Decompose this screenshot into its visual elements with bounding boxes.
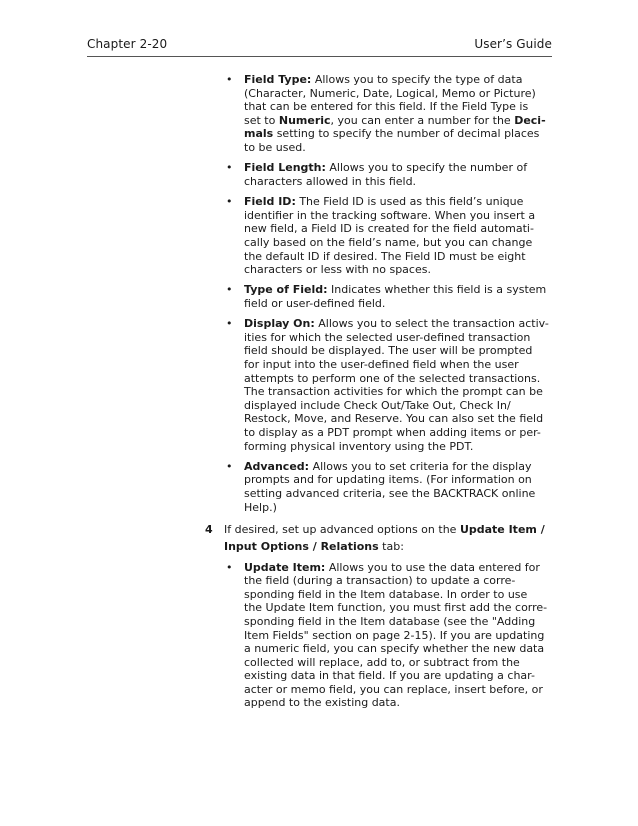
bold-term: Update Item: — [244, 560, 326, 574]
bullet-icon: • — [226, 560, 233, 574]
page-header — [87, 36, 552, 57]
text-run: identifier in the tracking software. When you insert a — [244, 208, 536, 222]
text-run: ities for which the selected user-defined transaction — [244, 330, 531, 344]
list-item — [205, 195, 555, 277]
bullet-icon: • — [226, 459, 233, 473]
text-run: Help.) — [244, 500, 277, 514]
text-run: setting to specify the number of decimal places — [273, 127, 540, 141]
text-run: Allows you to use the data entered for — [325, 560, 540, 574]
list-item-text — [244, 161, 555, 188]
text-run: attempts to perform one of the selected transactions. — [244, 371, 541, 385]
bold-term: Field Type: — [244, 73, 312, 86]
text-run: Restock, Move, and Reserve. You can also set the field — [244, 412, 544, 426]
bold-term: Field Length: — [244, 161, 326, 175]
bold-term: mals — [244, 127, 274, 141]
text-run: the field (during a transaction) to update a corre- — [244, 574, 516, 588]
text-run: a numeric field, you can specify whether the new data — [244, 642, 545, 656]
step-text — [224, 521, 555, 556]
list-item — [205, 460, 555, 514]
text-run: that can be entered for this field. If the Field Type is — [244, 100, 529, 114]
list-item — [205, 561, 555, 711]
step-item — [205, 521, 555, 556]
bold-term: Deci- — [514, 113, 546, 127]
text-run: Allows you to specify the type of data — [311, 73, 523, 86]
text-run: forming physical inventory using the PDT. — [244, 439, 474, 453]
chapter-label: Chapter 2-20 — [87, 37, 168, 51]
text-run: characters or less with no spaces. — [244, 263, 431, 277]
list-item — [205, 317, 555, 453]
list-item-text — [244, 460, 555, 514]
text-run: If desired, set up advanced options on the — [224, 522, 460, 536]
text-run: append to the existing data. — [244, 696, 400, 710]
bold-term: Type of Field: — [244, 283, 328, 297]
list-item-text — [244, 561, 555, 711]
text-run: setting advanced criteria, see the BACKTRACK online — [244, 487, 536, 501]
update-options-list — [205, 561, 555, 711]
text-run: Item Fields" section on page 2-15). If you are updating — [244, 628, 545, 642]
bullet-icon: • — [226, 73, 233, 86]
text-run: displayed include Check Out/Take Out, Check In/ — [244, 398, 511, 412]
text-run: the default ID if desired. The Field ID must be eight — [244, 249, 526, 263]
text-run: prompts and for updating items. (For information on — [244, 473, 532, 487]
text-run: existing data in that field. If you are updating a char- — [244, 669, 535, 683]
text-run: new field, a Field ID is created for the field automati- — [244, 222, 534, 236]
text-run: to be used. — [244, 140, 306, 154]
text-run: The transaction activities for which the prompt can be — [244, 385, 543, 399]
text-run: sponding field in the Item database. In order to use — [244, 587, 528, 601]
bold-term: Update Item / — [459, 522, 545, 536]
text-run: characters allowed in this field. — [244, 174, 417, 188]
text-run: acter or memo field, you can replace, insert before, or — [244, 682, 543, 696]
list-item-text — [244, 317, 555, 453]
step-number: 4 — [205, 522, 213, 536]
bold-term: Field ID: — [244, 195, 296, 209]
text-run: Allows you to specify the number of — [325, 161, 528, 175]
page-content — [205, 73, 555, 717]
bold-term: Display On: — [244, 317, 315, 331]
text-run: set to — [244, 113, 279, 127]
text-run: The Field ID is used as this field’s unique — [295, 195, 524, 209]
text-run: Allows you to select the transaction activ- — [314, 317, 549, 331]
text-run: collected will replace, add to, or subtract from the — [244, 655, 520, 669]
bullet-icon: • — [226, 195, 233, 209]
text-run: field or user-defined field. — [244, 296, 386, 310]
field-options-list — [205, 73, 555, 514]
list-item — [205, 161, 555, 188]
list-item-text — [244, 73, 555, 155]
bullet-icon: • — [226, 317, 233, 331]
text-run: , you can enter a number for the — [330, 113, 515, 127]
text-run: Indicates whether this field is a system — [327, 283, 547, 297]
text-run: field should be displayed. The user will be prompted — [244, 344, 533, 358]
text-run: cally based on the field’s name, but you can change — [244, 235, 533, 249]
guide-title: User’s Guide — [474, 37, 552, 51]
text-run: sponding field in the Item database (see the "Adding — [244, 614, 536, 628]
bold-term: Input Options / Relations — [224, 540, 379, 554]
bullet-icon: • — [226, 283, 233, 297]
text-run: tab: — [378, 540, 404, 554]
text-run: (Character, Numeric, Date, Logical, Memo or Picture) — [244, 86, 536, 100]
text-run: the Update Item function, you must first add the corre- — [244, 601, 548, 615]
bullet-icon: • — [226, 161, 233, 175]
list-item — [205, 283, 555, 310]
bold-term: Numeric — [278, 113, 331, 127]
bold-term: Advanced: — [244, 459, 310, 473]
text-run: Allows you to set criteria for the display — [309, 459, 532, 473]
list-item-text — [244, 283, 555, 310]
text-run: for input into the user-defined field when the user — [244, 358, 519, 372]
list-item — [205, 73, 555, 155]
text-run: to display as a PDT prompt when adding items or per- — [244, 426, 541, 439]
list-item-text — [244, 195, 555, 277]
